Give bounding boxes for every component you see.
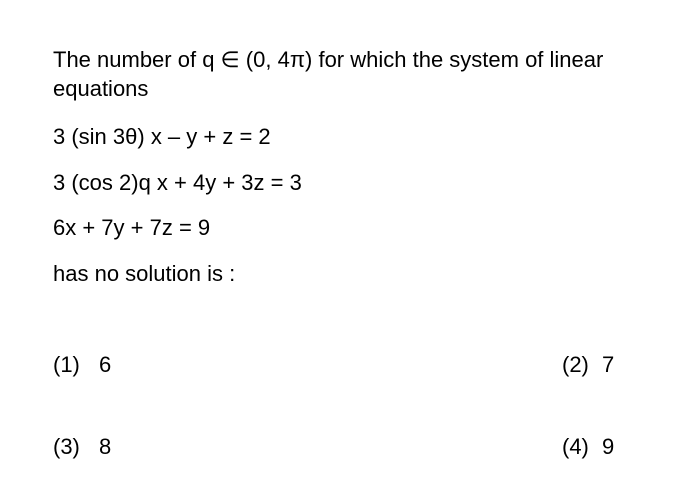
equation-1: 3 (sin 3θ) x – y + z = 2: [53, 124, 271, 149]
option-2[interactable]: [562, 351, 614, 379]
option-4[interactable]: [562, 433, 614, 461]
option-3[interactable]: [53, 433, 111, 461]
option-2-text: 7: [602, 352, 615, 377]
option-4-text: 9: [602, 434, 615, 459]
option-1-text: 6: [99, 352, 112, 377]
option-1[interactable]: [53, 351, 111, 379]
question-text-line-1: The number of q ∈ (0, 4π) for which the system of linear: [53, 47, 604, 72]
equation-2: 3 (cos 2)q x + 4y + 3z = 3: [53, 170, 302, 195]
option-2-number: (2): [562, 352, 589, 377]
option-3-number: (3): [53, 434, 80, 459]
option-4-number: (4): [562, 434, 589, 459]
option-3-text: 8: [99, 434, 112, 459]
equation-3: 6x + 7y + 7z = 9: [53, 215, 211, 240]
question-text-line-2: equations: [53, 76, 149, 101]
question-prompt-tail: has no solution is :: [53, 261, 236, 286]
option-1-number: (1): [53, 352, 80, 377]
